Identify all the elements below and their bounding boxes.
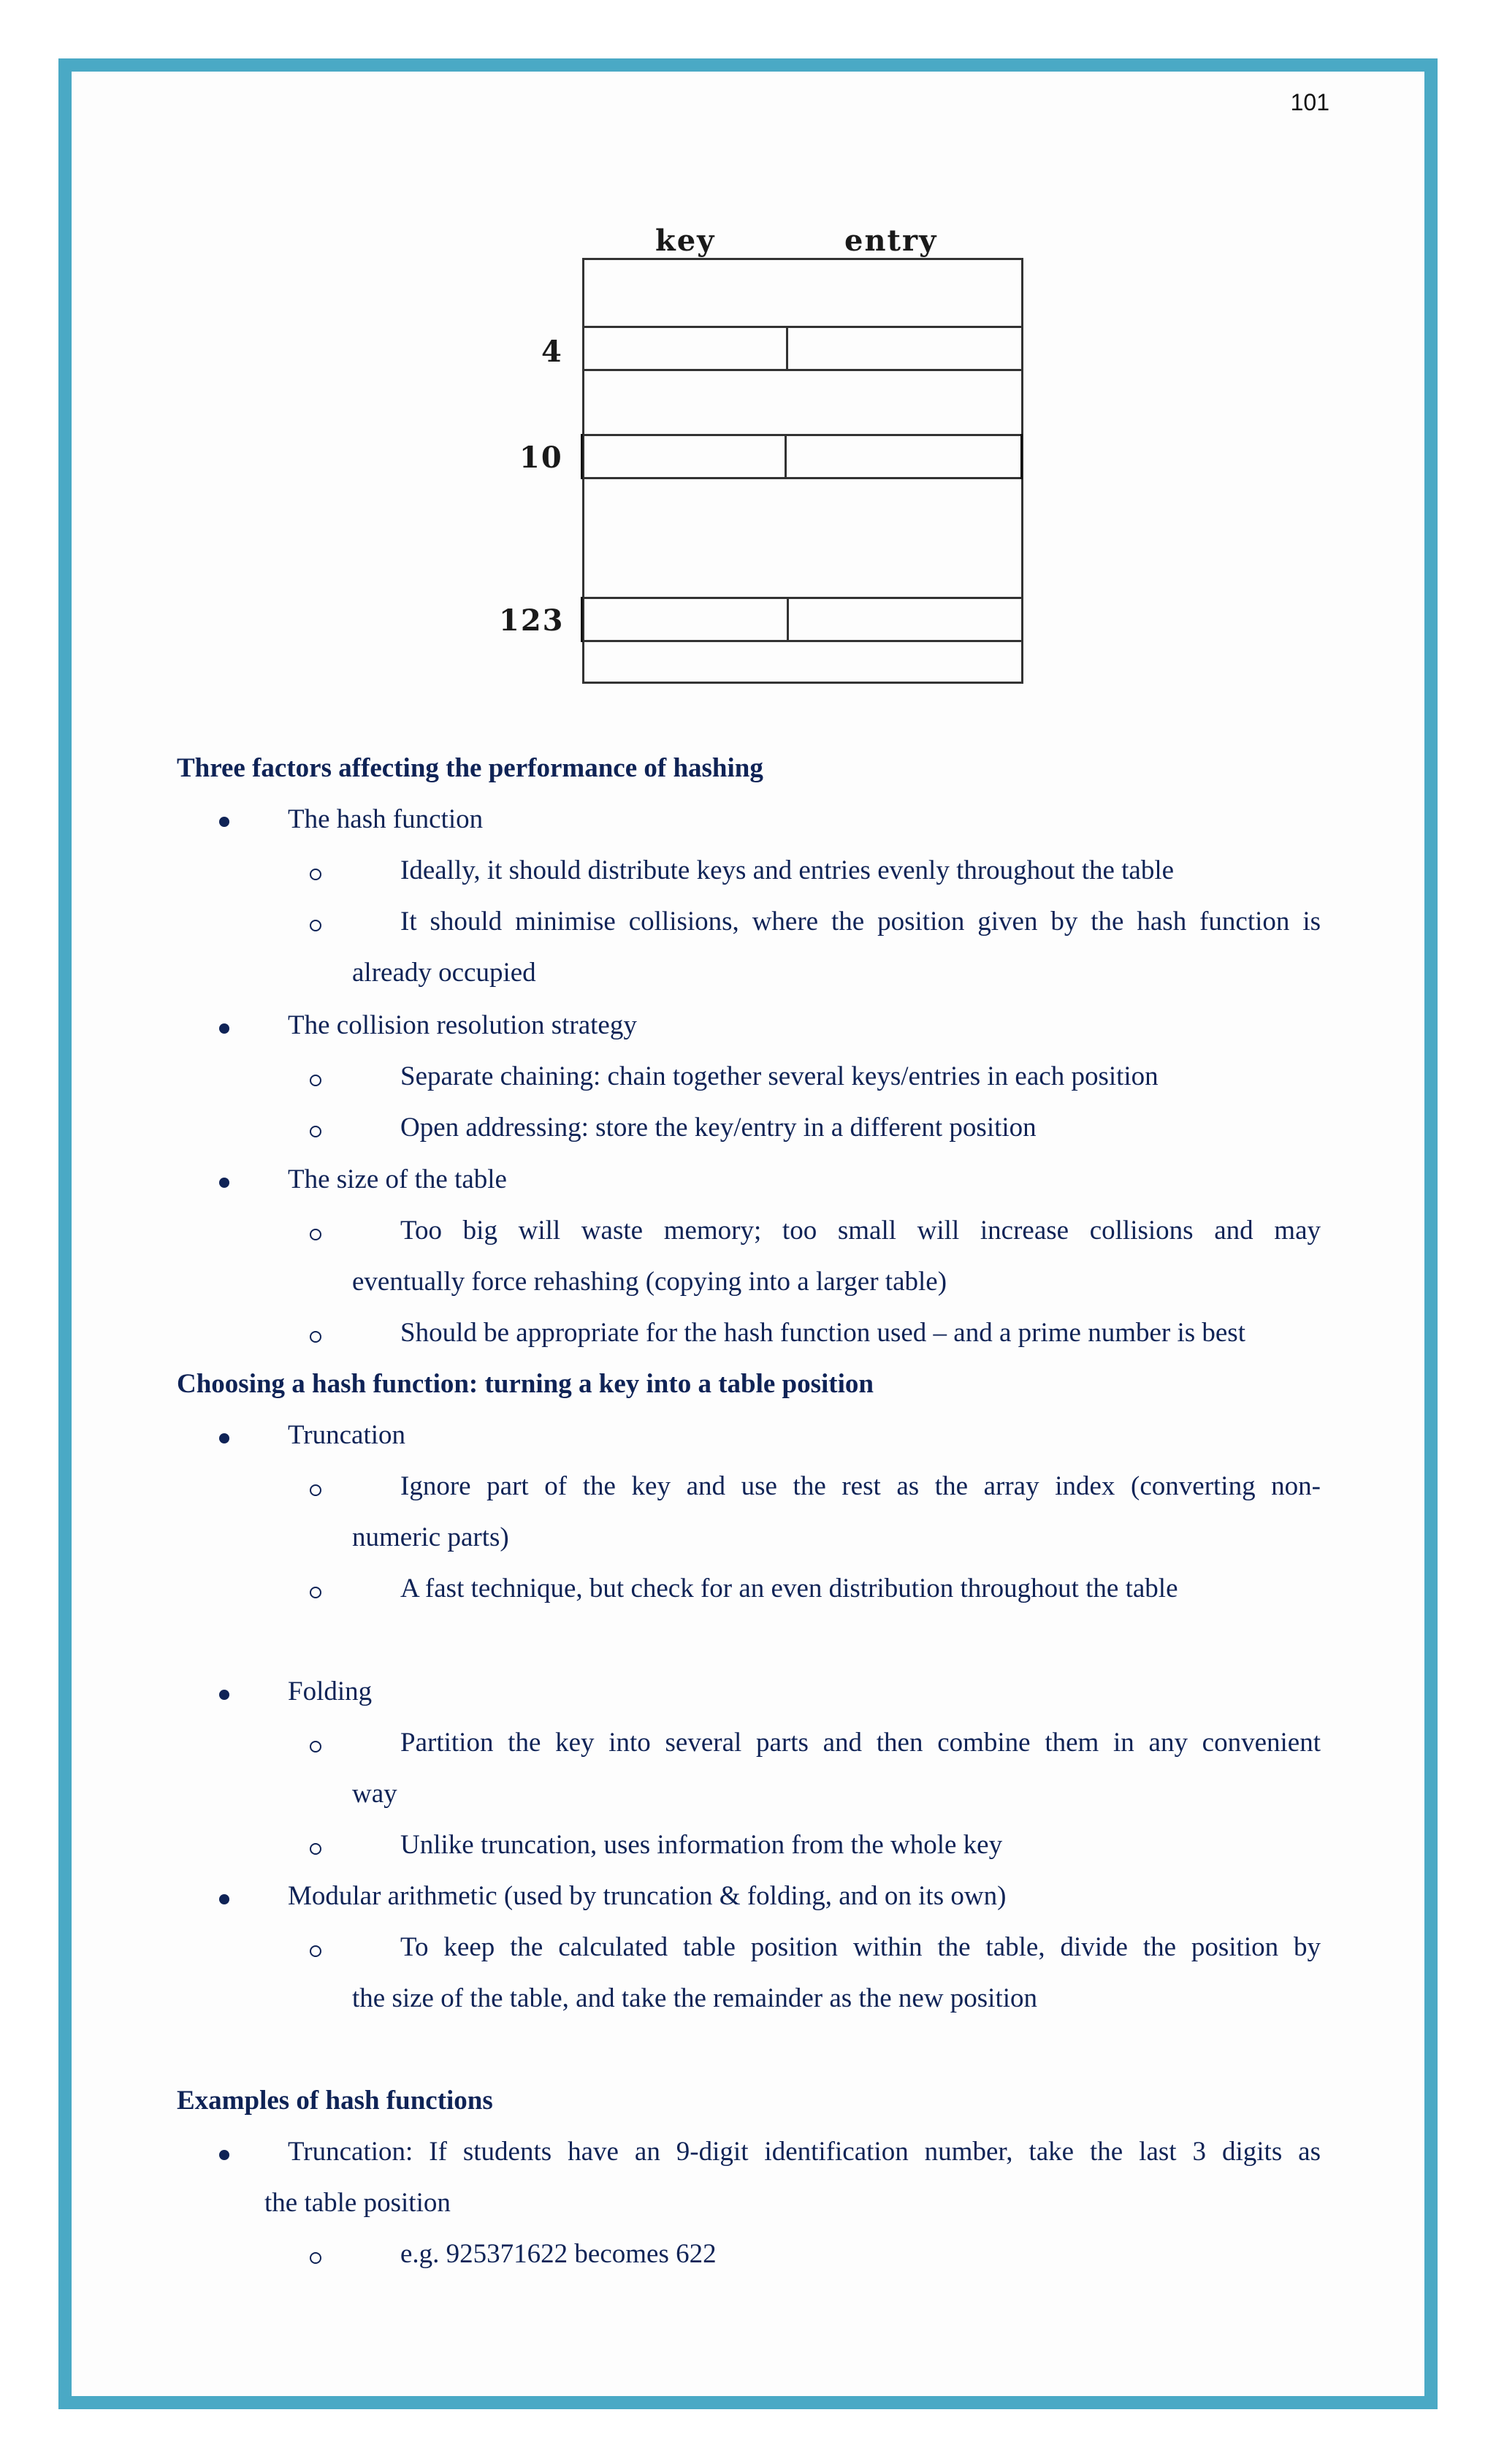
list-subitem-continuation: already occupied xyxy=(352,958,536,988)
sub-bullet-icon xyxy=(310,1229,321,1240)
row-label-123: 123 xyxy=(499,603,565,638)
slot-divider xyxy=(786,328,788,369)
bullet-icon xyxy=(219,1433,229,1443)
row-label-4: 4 xyxy=(541,335,563,369)
slot-divider xyxy=(787,599,789,640)
list-subitem-continuation: numeric parts) xyxy=(352,1522,509,1552)
bullet-icon xyxy=(219,2150,229,2160)
list-item: The size of the table xyxy=(288,1164,507,1194)
list-subitem: Should be appropriate for the hash function used – and a prime number is best xyxy=(400,1318,1245,1348)
sub-bullet-icon xyxy=(310,1484,321,1496)
bullet-icon xyxy=(219,1023,229,1034)
list-subitem-continuation: the size of the table, and take the remainder as the new position xyxy=(352,1983,1038,2013)
row-label-10: 10 xyxy=(519,440,563,475)
list-item: The hash function xyxy=(288,804,484,834)
sub-bullet-icon xyxy=(310,1843,321,1855)
list-subitem: It should minimise collisions, where the position given by the hash function is xyxy=(400,907,1321,937)
list-item-continuation: the table position xyxy=(264,2188,451,2218)
sub-bullet-icon xyxy=(310,869,321,880)
section-heading-choosing-hash-function: Choosing a hash function: turning a key into a table position xyxy=(177,1369,874,1399)
table-slot-4 xyxy=(582,326,1023,371)
list-item: Modular arithmetic (used by truncation & folding, and on its own) xyxy=(288,1881,1007,1911)
list-subitem: Separate chaining: chain together several keys/entries in each position xyxy=(400,1061,1159,1091)
sub-bullet-icon xyxy=(310,2252,321,2264)
slot-divider xyxy=(785,436,787,477)
sub-bullet-icon xyxy=(310,920,321,931)
list-subitem: Ignore part of the key and use the rest as the array index (converting non- xyxy=(400,1471,1321,1501)
list-item: Truncation: If students have an 9-digit identification number, take the last 3 digits as xyxy=(288,2137,1321,2167)
hash-table-diagram xyxy=(0,0,1496,731)
section-heading-performance-factors: Three factors affecting the performance of hashing xyxy=(177,753,763,783)
list-subitem: A fast technique, but check for an even distribution throughout the table xyxy=(400,1574,1178,1603)
sub-bullet-icon xyxy=(310,1075,321,1086)
key-column-header: key xyxy=(655,224,716,258)
list-subitem: Too big will waste memory; too small will increase collisions and may xyxy=(400,1216,1321,1246)
bullet-icon xyxy=(219,1178,229,1188)
list-subitem: e.g. 925371622 becomes 622 xyxy=(400,2239,717,2269)
bullet-icon xyxy=(219,1690,229,1700)
sub-bullet-icon xyxy=(310,1331,321,1343)
sub-bullet-icon xyxy=(310,1126,321,1137)
list-subitem-continuation: eventually force rehashing (copying into a larger table) xyxy=(352,1267,947,1297)
list-item: Folding xyxy=(288,1677,373,1706)
slot-edge xyxy=(581,597,583,642)
list-subitem: To keep the calculated table position within the table, divide the position by xyxy=(400,1932,1321,1962)
list-subitem: Unlike truncation, uses information from the whole key xyxy=(400,1830,1003,1860)
section-heading-examples: Examples of hash functions xyxy=(177,2086,493,2116)
slot-edge xyxy=(1020,434,1023,479)
list-item: Truncation xyxy=(288,1420,406,1450)
slot-edge xyxy=(581,434,583,479)
bullet-icon xyxy=(219,1894,229,1904)
bullet-icon xyxy=(219,817,229,827)
sub-bullet-icon xyxy=(310,1741,321,1752)
list-item: The collision resolution strategy xyxy=(288,1010,637,1040)
list-subitem: Partition the key into several parts and then combine them in any convenient xyxy=(400,1728,1321,1758)
page-number: 101 xyxy=(1290,89,1329,115)
sub-bullet-icon xyxy=(310,1587,321,1598)
sub-bullet-icon xyxy=(310,1945,321,1957)
entry-column-header: entry xyxy=(844,224,938,258)
list-subitem: Open addressing: store the key/entry in a different position xyxy=(400,1113,1037,1143)
table-slot-10 xyxy=(582,434,1023,479)
table-slot-123 xyxy=(582,597,1023,642)
list-subitem: Ideally, it should distribute keys and entries evenly throughout the table xyxy=(400,855,1175,885)
list-subitem-continuation: way xyxy=(352,1779,397,1809)
